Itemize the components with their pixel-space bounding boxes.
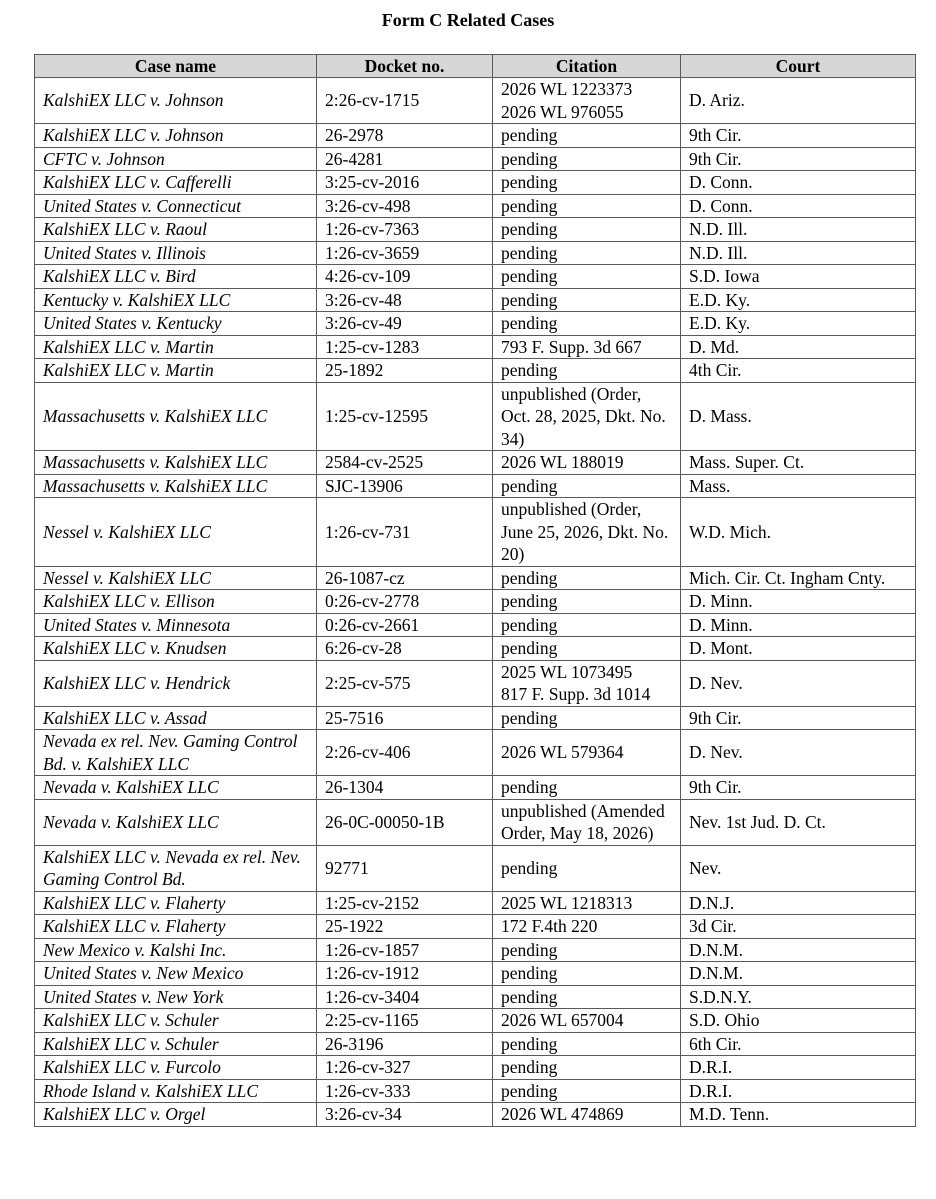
citation-cell: pending xyxy=(493,613,681,637)
docket-cell: 2:26-cv-406 xyxy=(317,730,493,776)
case-name-cell: KalshiEX LLC v. Assad xyxy=(35,706,317,730)
citation-cell: pending xyxy=(493,288,681,312)
court-cell: E.D. Ky. xyxy=(681,312,916,336)
court-cell: 3d Cir. xyxy=(681,915,916,939)
citation-cell: 2026 WL 474869 xyxy=(493,1103,681,1127)
court-cell: D.N.J. xyxy=(681,891,916,915)
citation-cell: pending xyxy=(493,359,681,383)
case-name-cell: KalshiEX LLC v. Ellison xyxy=(35,590,317,614)
docket-cell: 1:26-cv-3659 xyxy=(317,241,493,265)
case-name-cell: KalshiEX LLC v. Furcolo xyxy=(35,1056,317,1080)
table-row xyxy=(35,451,916,475)
docket-cell: 25-1892 xyxy=(317,359,493,383)
docket-cell: 3:26-cv-498 xyxy=(317,194,493,218)
court-cell: 9th Cir. xyxy=(681,706,916,730)
case-name-cell: KalshiEX LLC v. Johnson xyxy=(35,124,317,148)
case-name-cell: United States v. Minnesota xyxy=(35,613,317,637)
court-cell: D. Minn. xyxy=(681,613,916,637)
citation-cell: pending xyxy=(493,706,681,730)
table-row xyxy=(35,78,916,124)
court-cell: D. Mass. xyxy=(681,382,916,451)
court-cell: D. Mont. xyxy=(681,637,916,661)
citation-cell: pending xyxy=(493,590,681,614)
docket-cell: 2584-cv-2525 xyxy=(317,451,493,475)
header-court: Court xyxy=(681,55,916,78)
table-row xyxy=(35,474,916,498)
court-cell: W.D. Mich. xyxy=(681,498,916,567)
case-name-cell: KalshiEX LLC v. Martin xyxy=(35,359,317,383)
court-cell: N.D. Ill. xyxy=(681,218,916,242)
docket-cell: 3:25-cv-2016 xyxy=(317,171,493,195)
table-row xyxy=(35,147,916,171)
court-cell: M.D. Tenn. xyxy=(681,1103,916,1127)
document-title: Form C Related Cases xyxy=(381,10,555,30)
docket-cell: 2:25-cv-575 xyxy=(317,660,493,706)
case-name-cell: Kentucky v. KalshiEX LLC xyxy=(35,288,317,312)
docket-cell: 3:26-cv-48 xyxy=(317,288,493,312)
court-cell: 9th Cir. xyxy=(681,147,916,171)
case-name-cell: KalshiEX LLC v. Cafferelli xyxy=(35,171,317,195)
case-name-cell: KalshiEX LLC v. Hendrick xyxy=(35,660,317,706)
table-row xyxy=(35,566,916,590)
court-cell: N.D. Ill. xyxy=(681,241,916,265)
citation-cell: 2026 WL 188019 xyxy=(493,451,681,475)
table-row xyxy=(35,241,916,265)
court-cell: D. Md. xyxy=(681,335,916,359)
related-cases-table xyxy=(34,54,916,1127)
citation-cell: pending xyxy=(493,218,681,242)
citation-cell: unpublished (Order, Oct. 28, 2025, Dkt. No. 34) xyxy=(493,382,681,451)
citation-cell: 172 F.4th 220 xyxy=(493,915,681,939)
table-row xyxy=(35,915,916,939)
case-name-cell: CFTC v. Johnson xyxy=(35,147,317,171)
court-cell: D.R.I. xyxy=(681,1079,916,1103)
table-row xyxy=(35,590,916,614)
court-cell: S.D. Ohio xyxy=(681,1009,916,1033)
court-cell: 9th Cir. xyxy=(681,124,916,148)
case-name-cell: KalshiEX LLC v. Knudsen xyxy=(35,637,317,661)
table-row xyxy=(35,730,916,776)
court-cell: D. Nev. xyxy=(681,660,916,706)
court-cell: D. Conn. xyxy=(681,171,916,195)
citation-cell: pending xyxy=(493,938,681,962)
docket-cell: 26-4281 xyxy=(317,147,493,171)
docket-cell: 26-0C-00050-1B xyxy=(317,799,493,845)
table-row xyxy=(35,637,916,661)
court-cell: D.N.M. xyxy=(681,962,916,986)
header-row xyxy=(35,55,916,78)
citation-cell: unpublished (Order, June 25, 2026, Dkt. No. 20) xyxy=(493,498,681,567)
docket-cell: 2:25-cv-1165 xyxy=(317,1009,493,1033)
citation-cell: pending xyxy=(493,1079,681,1103)
case-name-cell: KalshiEX LLC v. Bird xyxy=(35,265,317,289)
table-header xyxy=(35,55,916,78)
court-cell: D. Minn. xyxy=(681,590,916,614)
court-cell: D. Ariz. xyxy=(681,78,916,124)
case-name-cell: Massachusetts v. KalshiEX LLC xyxy=(35,451,317,475)
court-cell: D.N.M. xyxy=(681,938,916,962)
docket-cell: 6:26-cv-28 xyxy=(317,637,493,661)
citation-cell: 2026 WL 1223373 2026 WL 976055 xyxy=(493,78,681,124)
citation-cell: pending xyxy=(493,566,681,590)
docket-cell: 3:26-cv-34 xyxy=(317,1103,493,1127)
case-name-cell: KalshiEX LLC v. Martin xyxy=(35,335,317,359)
citation-cell: pending xyxy=(493,985,681,1009)
docket-cell: 4:26-cv-109 xyxy=(317,265,493,289)
case-name-cell: KalshiEX LLC v. Schuler xyxy=(35,1032,317,1056)
table-row xyxy=(35,1056,916,1080)
citation-cell: pending xyxy=(493,845,681,891)
case-name-cell: KalshiEX LLC v. Flaherty xyxy=(35,891,317,915)
case-name-cell: Nessel v. KalshiEX LLC xyxy=(35,498,317,567)
docket-cell: 26-2978 xyxy=(317,124,493,148)
citation-cell: pending xyxy=(493,147,681,171)
docket-cell: 2:26-cv-1715 xyxy=(317,78,493,124)
court-cell: Nev. xyxy=(681,845,916,891)
table-row xyxy=(35,218,916,242)
citation-cell: pending xyxy=(493,637,681,661)
table-row xyxy=(35,613,916,637)
court-cell: Mass. xyxy=(681,474,916,498)
citation-cell: 2026 WL 579364 xyxy=(493,730,681,776)
case-name-cell: KalshiEX LLC v. Schuler xyxy=(35,1009,317,1033)
citation-cell: 2025 WL 1218313 xyxy=(493,891,681,915)
case-name-cell: United States v. Illinois xyxy=(35,241,317,265)
case-name-cell: KalshiEX LLC v. Johnson xyxy=(35,78,317,124)
table-row xyxy=(35,985,916,1009)
citation-cell: pending xyxy=(493,194,681,218)
case-name-cell: Nevada v. KalshiEX LLC xyxy=(35,799,317,845)
citation-cell: pending xyxy=(493,776,681,800)
case-name-cell: KalshiEX LLC v. Flaherty xyxy=(35,915,317,939)
header-case-name: Case name xyxy=(35,55,317,78)
docket-cell: 0:26-cv-2661 xyxy=(317,613,493,637)
table-row xyxy=(35,312,916,336)
table-row xyxy=(35,938,916,962)
docket-cell: 1:26-cv-3404 xyxy=(317,985,493,1009)
citation-cell: 2026 WL 657004 xyxy=(493,1009,681,1033)
table-row xyxy=(35,1009,916,1033)
citation-cell: pending xyxy=(493,241,681,265)
docket-cell: 26-3196 xyxy=(317,1032,493,1056)
docket-cell: 1:25-cv-1283 xyxy=(317,335,493,359)
court-cell: 6th Cir. xyxy=(681,1032,916,1056)
docket-cell: 25-1922 xyxy=(317,915,493,939)
case-name-cell: New Mexico v. Kalshi Inc. xyxy=(35,938,317,962)
court-cell: 9th Cir. xyxy=(681,776,916,800)
citation-cell: pending xyxy=(493,1032,681,1056)
court-cell: E.D. Ky. xyxy=(681,288,916,312)
header-citation: Citation xyxy=(493,55,681,78)
case-name-cell: KalshiEX LLC v. Orgel xyxy=(35,1103,317,1127)
table-row xyxy=(35,1103,916,1127)
court-cell: D. Nev. xyxy=(681,730,916,776)
table-row xyxy=(35,845,916,891)
case-name-cell: KalshiEX LLC v. Nevada ex rel. Nev. Gaming Control Bd. xyxy=(35,845,317,891)
court-cell: D.R.I. xyxy=(681,1056,916,1080)
docket-cell: 1:25-cv-2152 xyxy=(317,891,493,915)
table-row xyxy=(35,265,916,289)
table-row xyxy=(35,194,916,218)
table-row xyxy=(35,891,916,915)
case-name-cell: Nessel v. KalshiEX LLC xyxy=(35,566,317,590)
court-cell: Mass. Super. Ct. xyxy=(681,451,916,475)
docket-cell: 1:26-cv-7363 xyxy=(317,218,493,242)
case-name-cell: Massachusetts v. KalshiEX LLC xyxy=(35,382,317,451)
docket-cell: 1:26-cv-1912 xyxy=(317,962,493,986)
court-cell: S.D.N.Y. xyxy=(681,985,916,1009)
citation-cell: pending xyxy=(493,124,681,148)
table-row xyxy=(35,660,916,706)
table-row xyxy=(35,1032,916,1056)
case-name-cell: Massachusetts v. KalshiEX LLC xyxy=(35,474,317,498)
table-row xyxy=(35,382,916,451)
case-name-cell: United States v. New York xyxy=(35,985,317,1009)
header-docket-no: Docket no. xyxy=(317,55,493,78)
table-row xyxy=(35,799,916,845)
case-name-cell: Rhode Island v. KalshiEX LLC xyxy=(35,1079,317,1103)
docket-cell: 26-1304 xyxy=(317,776,493,800)
citation-cell: pending xyxy=(493,474,681,498)
case-name-cell: Nevada v. KalshiEX LLC xyxy=(35,776,317,800)
docket-cell: 1:26-cv-327 xyxy=(317,1056,493,1080)
table-row xyxy=(35,359,916,383)
docket-cell: 25-7516 xyxy=(317,706,493,730)
citation-cell: pending xyxy=(493,265,681,289)
table-row xyxy=(35,706,916,730)
docket-cell: 0:26-cv-2778 xyxy=(317,590,493,614)
table-row xyxy=(35,171,916,195)
table-row xyxy=(35,124,916,148)
table-row xyxy=(35,776,916,800)
citation-cell: pending xyxy=(493,171,681,195)
table-body xyxy=(35,78,916,1127)
court-cell: 4th Cir. xyxy=(681,359,916,383)
docket-cell: 26-1087-cz xyxy=(317,566,493,590)
citation-cell: 793 F. Supp. 3d 667 xyxy=(493,335,681,359)
court-cell: S.D. Iowa xyxy=(681,265,916,289)
table-row xyxy=(35,498,916,567)
court-cell: D. Conn. xyxy=(681,194,916,218)
case-name-cell: KalshiEX LLC v. Raoul xyxy=(35,218,317,242)
docket-cell: 3:26-cv-49 xyxy=(317,312,493,336)
table-row xyxy=(35,1079,916,1103)
docket-cell: 1:26-cv-333 xyxy=(317,1079,493,1103)
docket-cell: 1:26-cv-731 xyxy=(317,498,493,567)
case-name-cell: United States v. Kentucky xyxy=(35,312,317,336)
table-row xyxy=(35,288,916,312)
table-row xyxy=(35,962,916,986)
citation-cell: pending xyxy=(493,1056,681,1080)
citation-cell: pending xyxy=(493,962,681,986)
docket-cell: 1:25-cv-12595 xyxy=(317,382,493,451)
case-name-cell: United States v. Connecticut xyxy=(35,194,317,218)
docket-cell: 92771 xyxy=(317,845,493,891)
court-cell: Mich. Cir. Ct. Ingham Cnty. xyxy=(681,566,916,590)
case-name-cell: Nevada ex rel. Nev. Gaming Control Bd. v. KalshiEX LLC xyxy=(35,730,317,776)
table-row xyxy=(35,335,916,359)
case-name-cell: United States v. New Mexico xyxy=(35,962,317,986)
court-cell: Nev. 1st Jud. D. Ct. xyxy=(681,799,916,845)
citation-cell: pending xyxy=(493,312,681,336)
docket-cell: SJC-13906 xyxy=(317,474,493,498)
citation-cell: 2025 WL 1073495 817 F. Supp. 3d 1014 xyxy=(493,660,681,706)
citation-cell: unpublished (Amended Order, May 18, 2026) xyxy=(493,799,681,845)
docket-cell: 1:26-cv-1857 xyxy=(317,938,493,962)
